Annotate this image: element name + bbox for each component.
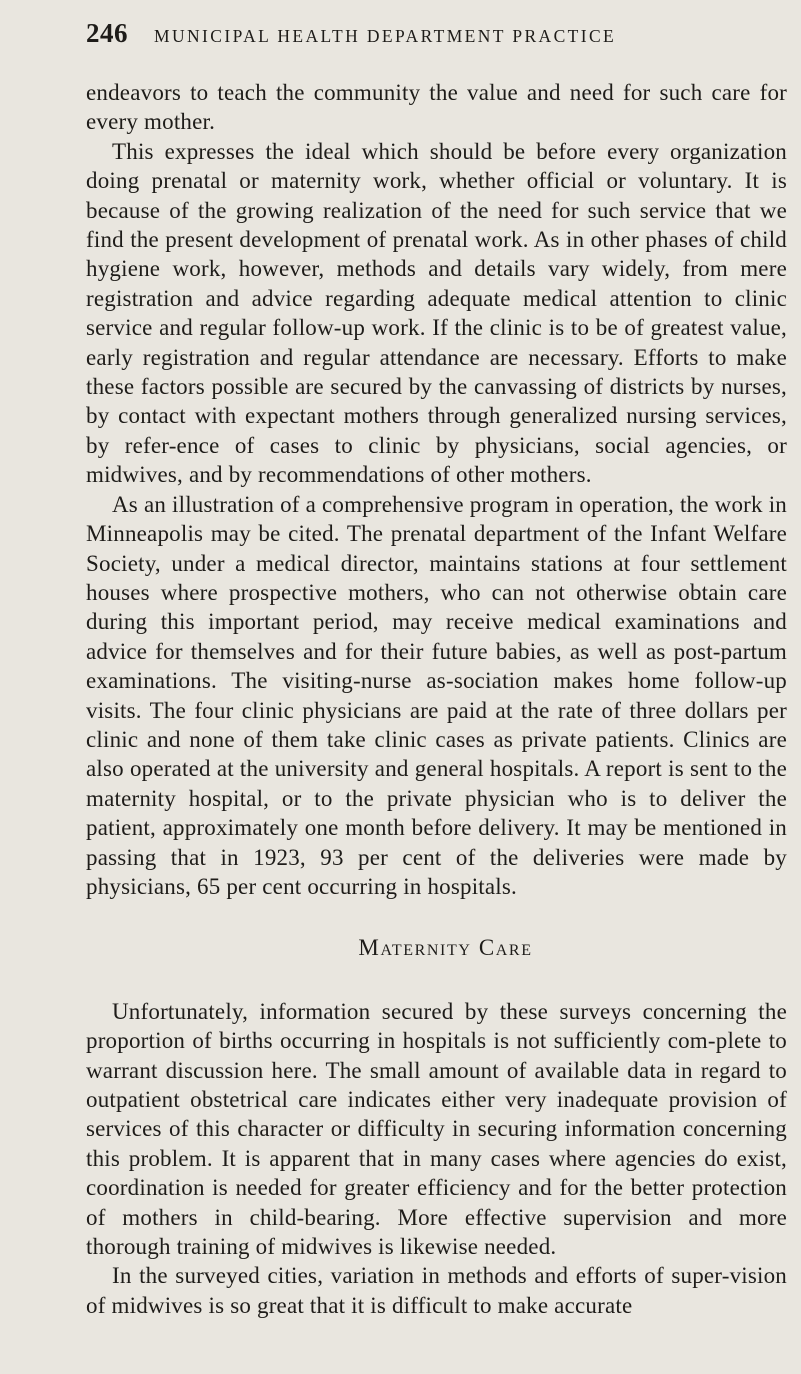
body-text: [86, 78, 787, 1320]
paragraph-continuation: endeavors to teach the community the value and need for such care for every mother.: [86, 80, 787, 135]
running-title: MUNICIPAL HEALTH DEPARTMENT PRACTICE: [154, 26, 617, 46]
paragraph-ideal-organization: This expresses the ideal which should be before every organization doing prenatal or maternity work, whether official or voluntary. It is because of the growing realization of the need for such service that we find the present development of prenatal work. As in other phases of child hygiene work, however, methods and details vary widely, from mere registration and advice regarding adequate medical attention to clinic service and regular follow-up work. If the clinic is to be of greatest value, early registration and regular attendance are necessary. Efforts to make these factors possible are secured by the canvassing of districts by nurses, by contact with expectant mothers through generalized nursing services, by refer-ence of cases to clinic by physicians, social agencies, or midwives, and by recommendations of other mothers.: [86, 138, 787, 488]
page-number: 246: [86, 18, 128, 48]
paragraph-midwife-supervision: In the surveyed cities, variation in methods and efforts of super-vision of midwives is so great that it is difficult to make accurate: [86, 1263, 787, 1318]
running-head: [86, 18, 787, 70]
section-heading-maternity-care: Maternity Care: [358, 935, 533, 961]
paragraph-hospital-births: Unfortunately, information secured by these surveys concerning the proportion of births occurring in hospitals is not sufficiently com-plete to warrant discussion here. The small amount of available data in regard to outpatient obstetrical care indicates either very inadequate provision of services of this character or difficulty in securing information concerning this problem. It is apparent that in many cases where agencies do exist, coordination is needed for greater efficiency and for the better protection of mothers in child-bearing. More effective supervision and more thorough training of midwives is likewise needed.: [86, 998, 787, 1260]
paragraph-minneapolis-program: As an illustration of a comprehensive program in operation, the work in Minneapolis may be cited. The prenatal department of the Infant Welfare Society, under a medical director, maintains stations at four settlement houses where prospective mothers, who can not otherwise obtain care during this important period, may receive medical examinations and advice for themselves and for their future babies, as well as post-partum examinations. The visiting-nurse as-sociation makes home follow-up visits. The four clinic physicians are paid at the rate of three dollars per clinic and none of them take clinic cases as private patients. Clinics are also operated at the university and general hospitals. A report is sent to the maternity hospital, or to the private physician who is to deliver the patient, approximately one month before delivery. It may be mentioned in passing that in 1923, 93 per cent of the deliveries were made by physicians, 65 per cent occurring in hospitals.: [86, 491, 787, 899]
